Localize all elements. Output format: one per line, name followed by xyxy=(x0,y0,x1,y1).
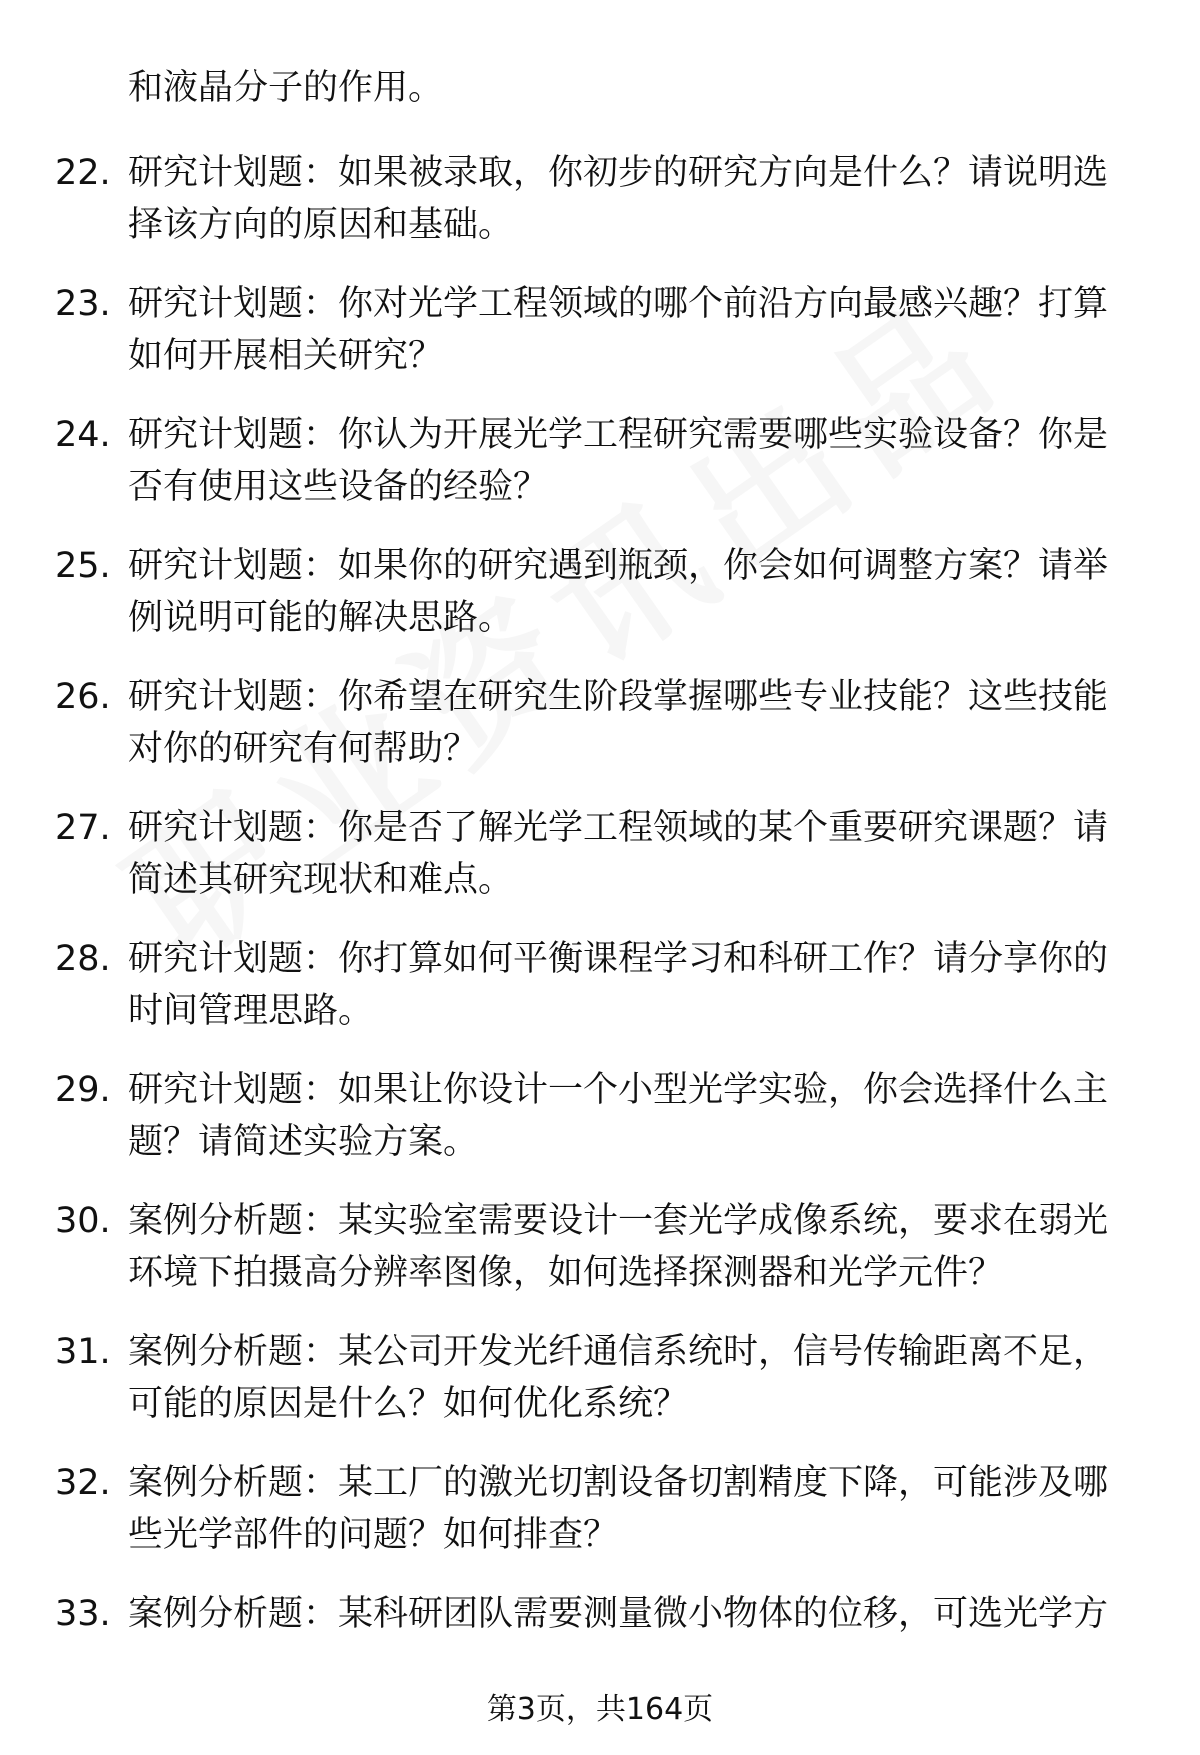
question-number: 26. xyxy=(55,677,111,717)
question-item xyxy=(0,278,1200,409)
question-number: 31. xyxy=(55,1332,111,1372)
question-number: 33. xyxy=(55,1594,111,1634)
question-number: 32. xyxy=(55,1463,111,1503)
question-text: 研究计划题：你希望在研究生阶段掌握哪些专业技能？这些技能对你的研究有何帮助？ xyxy=(128,677,1109,769)
question-number: 30. xyxy=(55,1201,111,1241)
question-text: 研究计划题：如果被录取，你初步的研究方向是什么？请说明选择该方向的原因和基础。 xyxy=(128,153,1109,245)
question-item xyxy=(0,409,1200,540)
question-text: 研究计划题：如果你的研究遇到瓶颈，你会如何调整方案？请举例说明可能的解决思路。 xyxy=(128,546,1109,638)
question-item xyxy=(0,1326,1200,1457)
question-item xyxy=(0,802,1200,933)
continuation-text: 和液晶分子的作用。 xyxy=(128,68,444,108)
question-item xyxy=(0,933,1200,1064)
question-item xyxy=(0,671,1200,802)
question-number: 25. xyxy=(55,546,111,586)
question-number: 22. xyxy=(55,153,111,193)
question-number: 23. xyxy=(55,284,111,324)
question-text: 研究计划题：你对光学工程领域的哪个前沿方向最感兴趣？打算如何开展相关研究？ xyxy=(128,284,1109,376)
question-number: 24. xyxy=(55,415,111,455)
question-text: 研究计划题：你打算如何平衡课程学习和科研工作？请分享你的时间管理思路。 xyxy=(128,939,1109,1031)
question-text: 研究计划题：如果让你设计一个小型光学实验，你会选择什么主题？请简述实验方案。 xyxy=(128,1070,1109,1162)
question-text: 研究计划题：你是否了解光学工程领域的某个重要研究课题？请简述其研究现状和难点。 xyxy=(128,808,1109,900)
question-list xyxy=(0,147,1200,1719)
question-number: 29. xyxy=(55,1070,111,1110)
question-item xyxy=(0,147,1200,278)
page-footer: 第3页，共164页 xyxy=(486,1692,714,1727)
question-item xyxy=(0,540,1200,671)
question-item xyxy=(0,1064,1200,1195)
question-item xyxy=(0,1457,1200,1588)
question-number: 27. xyxy=(55,808,111,848)
question-text: 案例分析题：某公司开发光纤通信系统时，信号传输距离不足，可能的原因是什么？如何优化系统？ xyxy=(128,1332,1109,1424)
question-item xyxy=(0,1195,1200,1326)
question-text: 案例分析题：某实验室需要设计一套光学成像系统，要求在弱光环境下拍摄高分辨率图像，如何选择探测器和光学元件？ xyxy=(128,1201,1109,1293)
question-number: 28. xyxy=(55,939,111,979)
question-text: 案例分析题：某科研团队需要测量微小物体的位移，可选光学方 xyxy=(128,1594,1109,1634)
question-text: 案例分析题：某工厂的激光切割设备切割精度下降，可能涉及哪些光学部件的问题？如何排查？ xyxy=(128,1463,1109,1555)
question-text: 研究计划题：你认为开展光学工程研究需要哪些实验设备？你是否有使用这些设备的经验？ xyxy=(128,415,1109,507)
